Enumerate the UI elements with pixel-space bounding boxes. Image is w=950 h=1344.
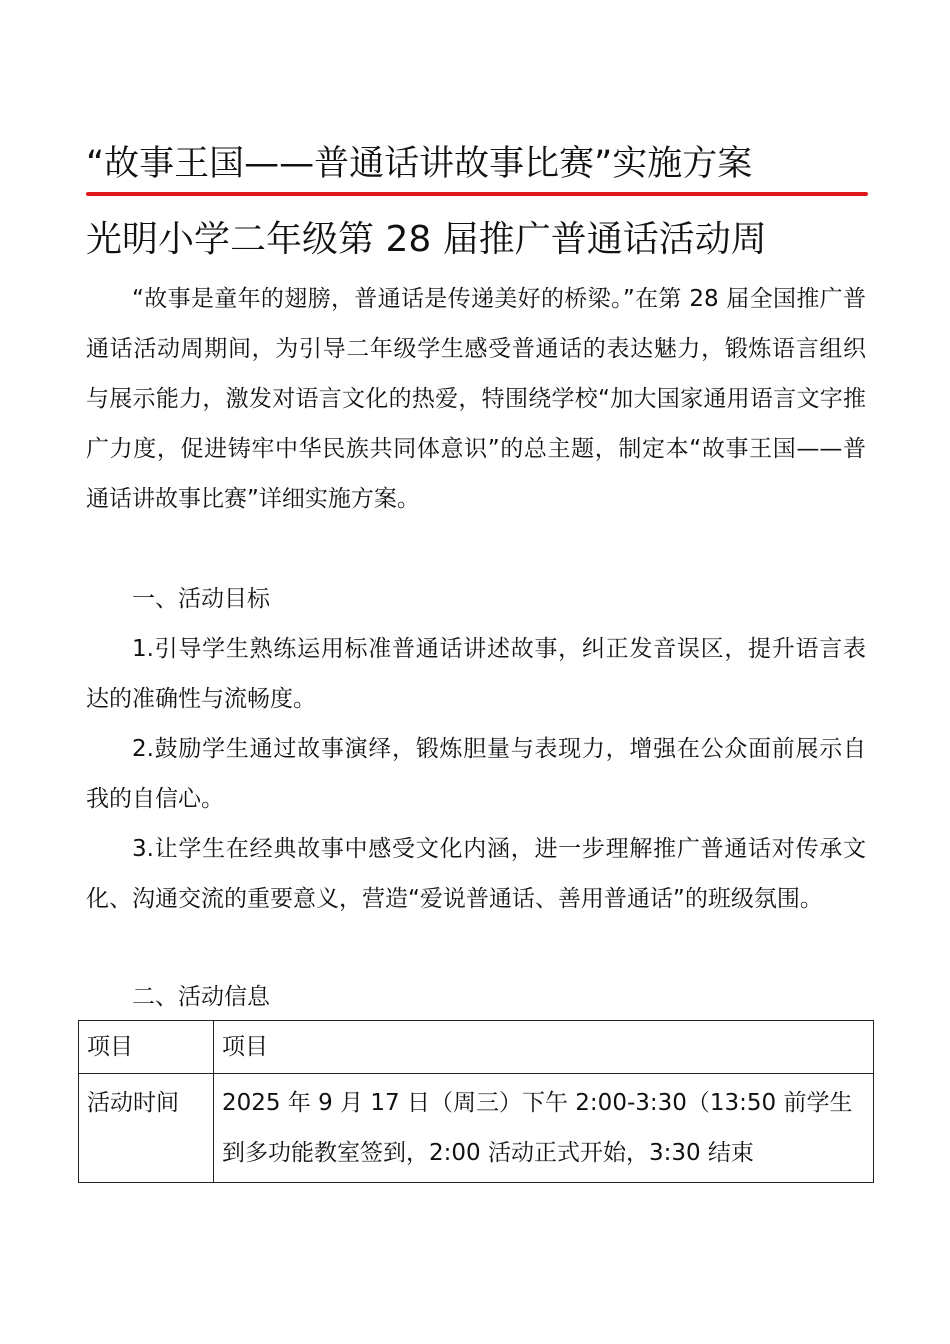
goal-item: 1.引导学生熟练运用标准普通话讲述故事，纠正发音误区，提升语言表达的准确性与流畅度。 (86, 636, 866, 712)
goal-item: 3.让学生在经典故事中感受文化内涵，进一步理解推广普通话对传承文化、沟通交流的重要意义，营造“爱说普通话、善用普通话”的班级氛围。 (86, 836, 866, 912)
table-header-row (79, 1021, 874, 1074)
document-title: “故事王国——普通话讲故事比赛”实施方案 (86, 144, 753, 184)
section-heading-goals: 一、活动目标 (132, 586, 270, 612)
table-header-cell: 项目 (79, 1021, 214, 1074)
table-header-cell: 项目 (214, 1021, 874, 1074)
activity-info-table (78, 1020, 874, 1183)
goal-item: 2.鼓励学生通过故事演绎，锻炼胆量与表现力，增强在公众面前展示自我的自信心。 (86, 736, 866, 812)
table-row-value: 2025 年 9 月 17 日（周三）下午 2:00-3:30（13:50 前学生到多功能教室签到，2:00 活动正式开始，3:30 结束 (214, 1074, 874, 1183)
title-underline (86, 192, 868, 196)
table-row (79, 1074, 874, 1183)
section-heading-info: 二、活动信息 (132, 984, 270, 1010)
table-row-label: 活动时间 (79, 1074, 214, 1183)
document-subtitle: 光明小学二年级第 28 届推广普通话活动周 (86, 219, 767, 260)
intro-paragraph: “故事是童年的翅膀，普通话是传递美好的桥梁。”在第 28 届全国推广普通话活动周期间，为引导二年级学生感受普通话的表达魅力，锻炼语言组织与展示能力，激发对语言文化的热爱，特围绕学校“加大国家通用语言文字推广力度，促进铸牢中华民族共同体意识”的总主题，制定本“故事王国——普通话讲故事比赛”详细实施方案。 (86, 286, 866, 512)
